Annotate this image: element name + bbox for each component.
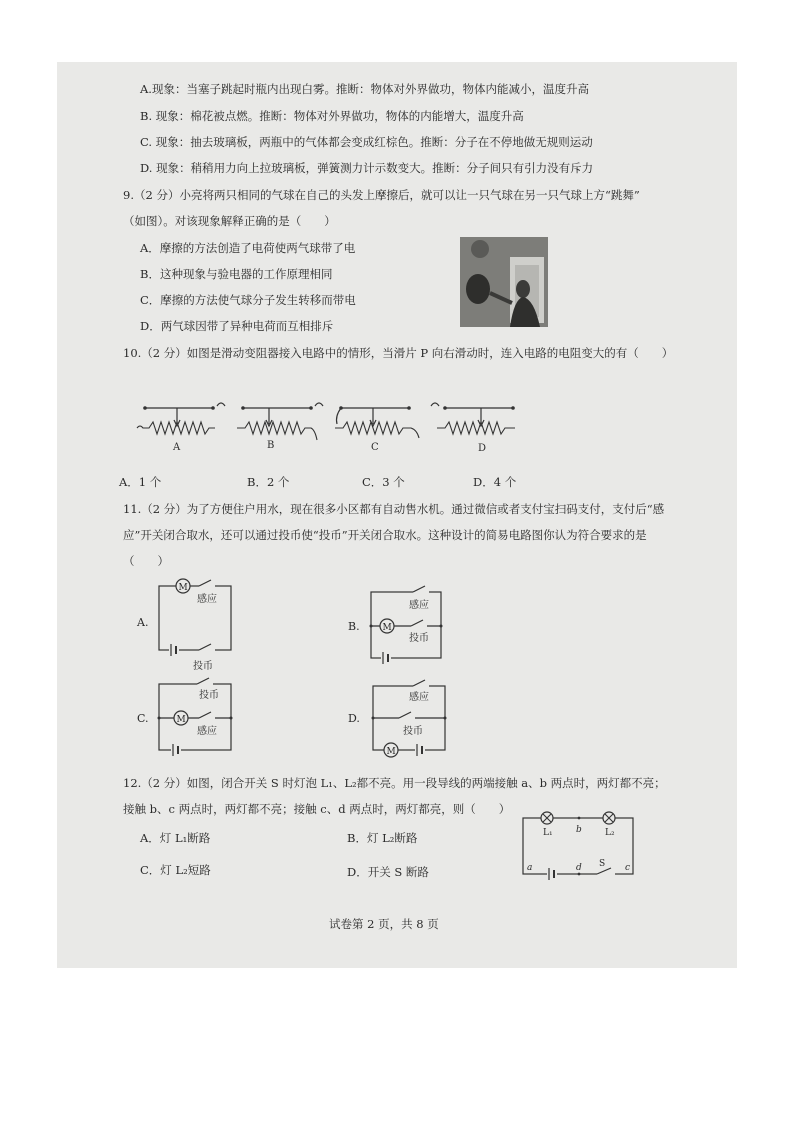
rheostat-a <box>137 403 225 434</box>
lamp-l2-label: L₂ <box>605 828 615 838</box>
q12-circuit <box>517 808 641 884</box>
q12-stem-line1: 12.（2 分）如图，闭合开关 S 时灯泡 L₁、L₂都不亮。用一段导线的两端接触 a、b 两点时，两灯都不亮； <box>123 776 666 790</box>
coin-switch-label: 投币 <box>403 726 423 737</box>
rheostat-label-a: A <box>173 442 181 453</box>
q9-option-a: A．摩擦的方法创造了电荷使两气球带了电 <box>140 241 356 255</box>
q12-option-b: B．灯 L₂断路 <box>347 831 418 845</box>
q9-stem-line1: 9.（2 分）小亮将两只相同的气球在自己的头发上摩擦后，就可以让一只气球在另一只气球上方“跳舞” <box>123 188 640 202</box>
q11-label-d: D. <box>348 712 360 725</box>
q11-stem-line3: （ ） <box>123 554 169 568</box>
q10-option-a: A．1 个 <box>119 475 162 489</box>
q10-stem: 10.（2 分）如图是滑动变阻器接入电路中的情形，当滑片 P 向右滑动时，连入电路的电阻变大的有（ ） <box>123 346 674 360</box>
q11-stem-line1: 11.（2 分）为了方便住户用水，现在很多小区都有自动售水机。通过微信或者支付宝扫码支付，支付后“感 <box>123 502 665 516</box>
rheostat-c <box>335 406 419 438</box>
q8-option-d: D. 现象：稍稍用力向上拉玻璃板，弹簧测力计示数变大。推断：分子间只有引力没有斥力 <box>140 161 594 175</box>
q8-option-c: C. 现象：抽去玻璃板，两瓶中的气体都会变成红棕色。推断：分子在不停地做无规则运动 <box>140 135 593 149</box>
point-a-label: a <box>527 863 533 873</box>
coin-switch-label: 投币 <box>193 661 213 672</box>
q12-option-a: A．灯 L₁断路 <box>140 831 211 845</box>
q11-stem-line2: 应”开关闭合取水，还可以通过投币使“投币”开关闭合取水。这种设计的简易电路图你认为符合要求的是 <box>123 528 647 542</box>
sense-switch-label: 感应 <box>197 726 217 737</box>
point-d-label: d <box>576 863 582 873</box>
sense-switch-label: 感应 <box>409 600 429 611</box>
coin-switch-label: 投币 <box>199 690 219 701</box>
rheostat-b <box>237 403 323 440</box>
q8-option-b: B. 现象：棉花被点燃。推断：物体对外界做功，物体的内能增大，温度升高 <box>140 109 524 123</box>
circuit-a <box>153 574 263 674</box>
point-b-label: b <box>576 825 582 835</box>
lamp-l1-label: L₁ <box>543 828 553 838</box>
rheostat-d <box>431 403 515 434</box>
rheostat-label-b: B <box>267 440 275 451</box>
q10-option-c: C．3 个 <box>362 475 405 489</box>
circuit-b <box>367 580 477 670</box>
circuit-d <box>369 678 479 760</box>
motor-label: M <box>382 623 392 633</box>
exam-page <box>57 62 737 968</box>
q9-option-b: B．这种现象与验电器的工作原理相同 <box>140 267 333 281</box>
q10-option-d: D．4 个 <box>473 475 517 489</box>
q12-option-c: C．灯 L₂短路 <box>140 863 211 877</box>
rheostat-label-c: C <box>371 442 379 453</box>
q12-stem-line2: 接触 b、c 两点时，两灯都不亮；接触 c、d 两点时，两灯都亮，则（ ） <box>123 802 511 816</box>
q9-option-d: D．两气球因带了异种电荷而互相排斥 <box>140 319 334 333</box>
q9-option-c: C．摩擦的方法使气球分子发生转移而带电 <box>140 293 356 307</box>
motor-label: M <box>178 583 188 593</box>
circuit-c <box>155 678 265 760</box>
sense-switch-label: 感应 <box>197 594 217 605</box>
motor-label: M <box>386 747 396 757</box>
q11-label-a: A. <box>137 616 149 629</box>
motor-label: M <box>176 715 186 725</box>
sense-switch-label: 感应 <box>409 692 429 703</box>
q8-option-a: A.现象：当塞子跳起时瓶内出现白雾。推断：物体对外界做功，物体内能减小，温度升高 <box>140 82 589 96</box>
coin-switch-label: 投币 <box>409 633 429 644</box>
rheostat-diagrams <box>135 398 535 458</box>
q10-option-b: B．2 个 <box>247 475 290 489</box>
point-c-label: c <box>625 863 631 873</box>
q9-stem-line2: （如图）。对该现象解释正确的是（ ） <box>123 214 336 228</box>
q11-label-b: B. <box>348 620 360 633</box>
q12-option-d: D．开关 S 断路 <box>347 865 429 879</box>
switch-s-label: S <box>599 859 606 869</box>
rheostat-label-d: D <box>478 443 487 454</box>
balloon-photo <box>460 237 548 327</box>
balloon-photo-drawing <box>460 237 548 327</box>
q11-label-c: C. <box>137 712 149 725</box>
page-footer: 试卷第 2 页，共 8 页 <box>329 917 439 931</box>
